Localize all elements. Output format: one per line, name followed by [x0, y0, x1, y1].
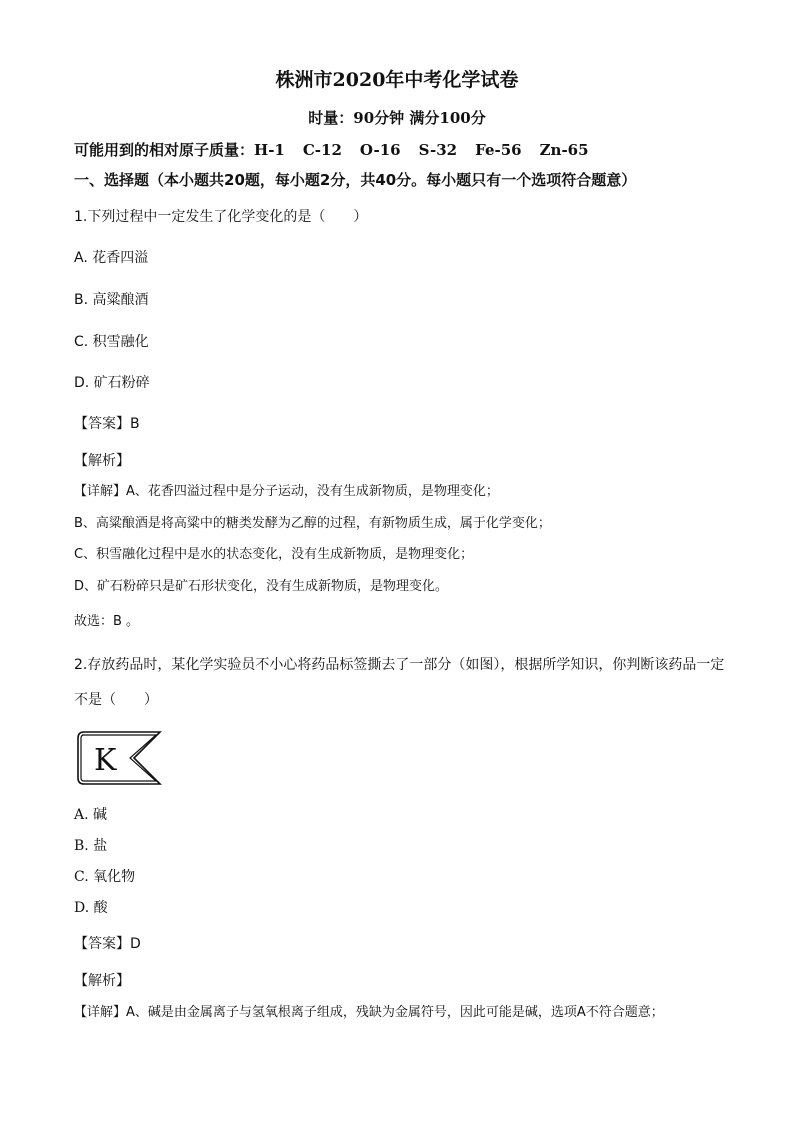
- question-2-stem-continued: 不是（ ）: [74, 692, 158, 708]
- exam-title: 株洲市2020年中考化学试卷: [275, 69, 519, 91]
- atomic-mass-item: H-1: [254, 141, 285, 159]
- exam-subtitle: 时量：90分钟 满分100分: [308, 109, 486, 127]
- torn-label-figure: [76, 730, 166, 790]
- question-1-detail: B、高粱酿酒是将高粱中的糖类发酵为乙醇的过程，有新物质生成，属于化学变化；: [74, 516, 551, 531]
- question-1-option-d: D. 矿石粉碎: [74, 375, 150, 391]
- question-2-option-a: A. 碱: [74, 807, 108, 823]
- torn-label-text: K: [94, 743, 117, 778]
- torn-label-icon: [76, 730, 166, 786]
- question-2-option-c: C. 氧化物: [74, 869, 136, 885]
- atomic-masses-label: 可能用到的相对原子质量：: [74, 141, 255, 159]
- question-2-option-d: D. 酸: [74, 900, 108, 916]
- question-2-analysis-label: 【解析】: [74, 973, 130, 989]
- atomic-mass-item: O-16: [359, 141, 401, 159]
- question-1-detail: D、矿石粉碎只是矿石形状变化，没有生成新物质，是物理变化。: [74, 579, 449, 594]
- question-1-answer: 【答案】B: [74, 416, 140, 432]
- atomic-masses: [74, 140, 589, 160]
- atomic-mass-item: Fe-56: [475, 141, 522, 159]
- question-1-stem: 1.下列过程中一定发生了化学变化的是（ ）: [74, 209, 368, 225]
- section-heading: 一、选择题（本小题共20题，每小题2分，共40分。每小题只有一个选项符合题意）: [74, 171, 637, 189]
- question-2-stem: 2.存放药品时，某化学实验员不小心将药品标签撕去了一部分（如图），根据所学知识，你判断该药品一定: [74, 657, 725, 673]
- atomic-mass-item: Zn-65: [539, 141, 589, 159]
- question-2-detail: 【详解】A、碱是由金属离子与氢氧根离子组成，残缺为金属符号，因此可能是碱，选项A不符合题意；: [74, 1005, 664, 1020]
- question-1-option-b: B. 高粱酿酒: [74, 292, 149, 308]
- atomic-mass-item: S-32: [418, 141, 458, 159]
- atomic-mass-item: C-12: [302, 141, 342, 159]
- question-1-choice: 故选：B 。: [74, 614, 140, 629]
- question-1-option-c: C. 积雪融化: [74, 334, 149, 350]
- question-1-option-a: A. 花香四溢: [74, 250, 149, 266]
- question-2-option-b: B. 盐: [74, 838, 108, 854]
- question-1-analysis-label: 【解析】: [74, 453, 130, 469]
- question-1-detail: C、积雪融化过程中是水的状态变化，没有生成新物质，是物理变化；: [74, 547, 474, 562]
- question-2-answer: 【答案】D: [74, 936, 141, 952]
- question-1-detail: 【详解】A、花香四溢过程中是分子运动，没有生成新物质，是物理变化；: [74, 484, 499, 499]
